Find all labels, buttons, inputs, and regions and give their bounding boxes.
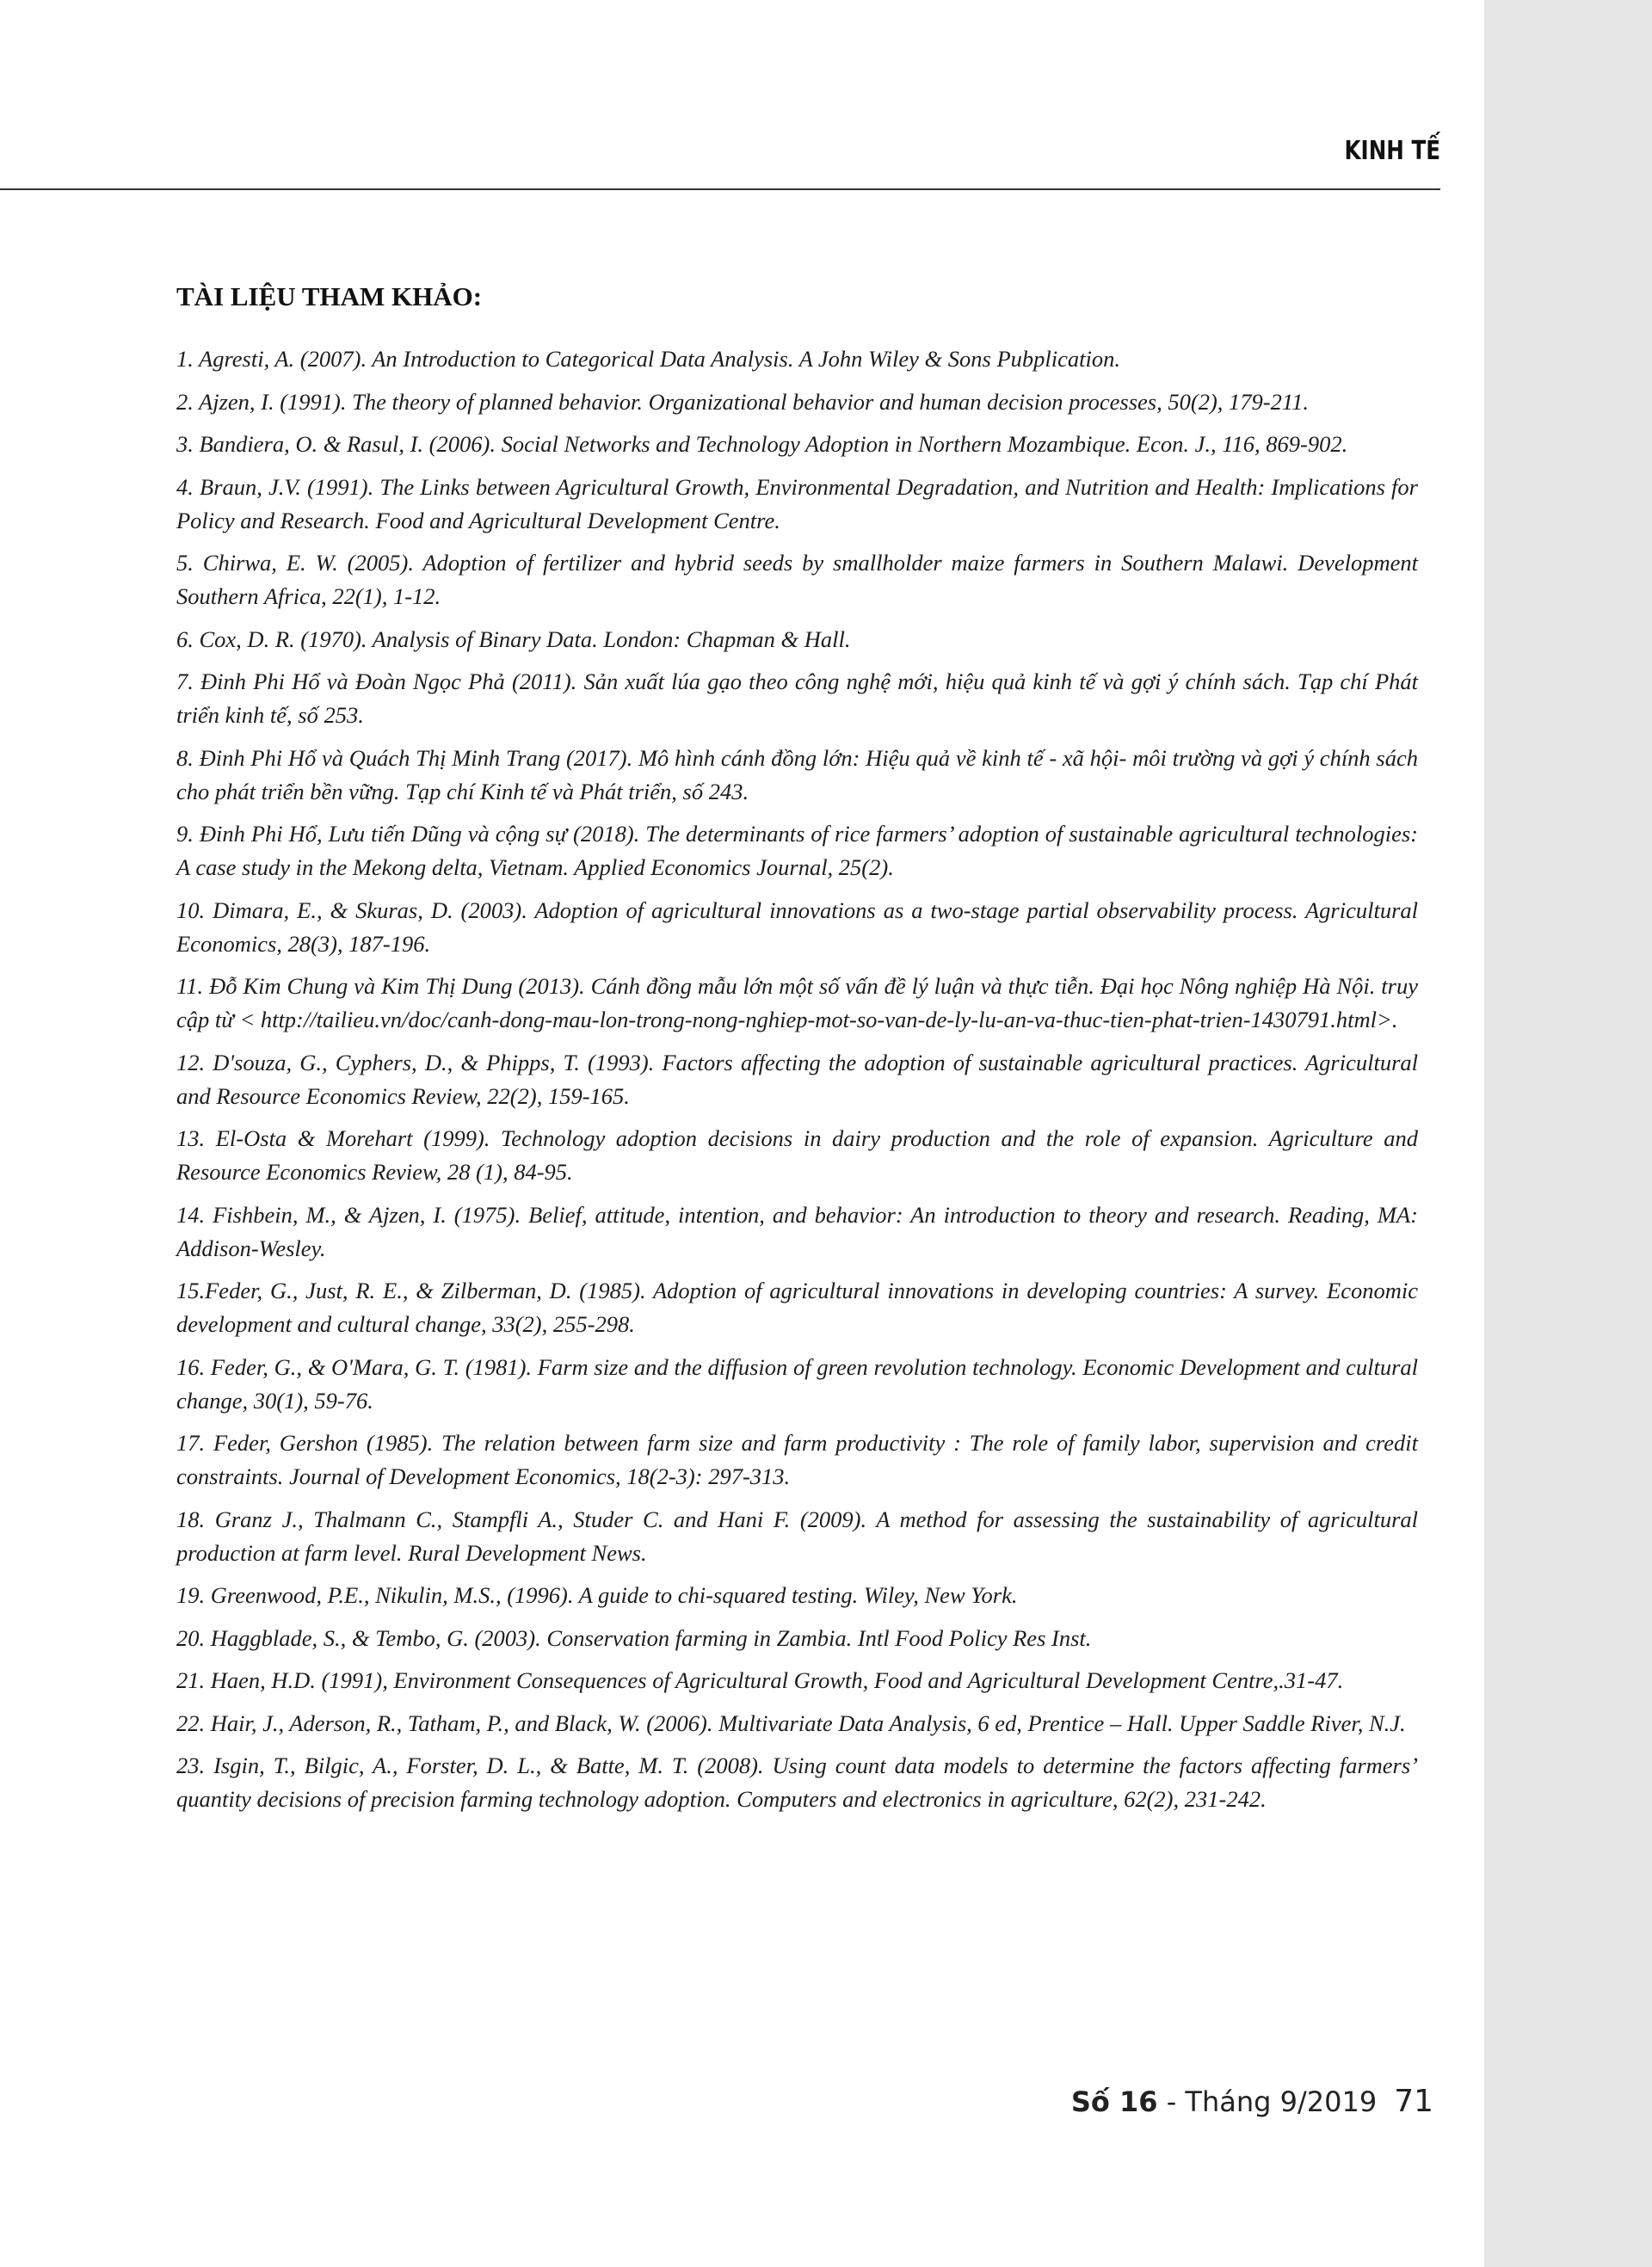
reference-item: 1. Agresti, A. (2007). An Introduction to Categorical Data Analysis. A John Wiley & Sons Pubplication. (176, 346, 1120, 372)
reference-item: 20. Haggblade, S., & Tembo, G. (2003). Conservation farming in Zambia. Intl Food Policy Res Inst. (176, 1624, 1092, 1651)
reference-item: 12. D'souza, G., Cyphers, D., & Phipps, T. (1993). Factors affecting the adoption of sustainable agricultural practices. Agricultural and Resource Economics Review, 22(2), 159-165. (176, 1049, 1418, 1109)
reference-item: 15.Feder, G., Just, R. E., & Zilberman, D. (1985). Adoption of agricultural innovations in developing countries: A survey. Economic development and cultural change, 33(2), 255-298. (176, 1278, 1418, 1337)
reference-item: 21. Haen, H.D. (1991), Environment Consequences of Agricultural Growth, Food and Agricultural Development Centre,.31-47. (176, 1667, 1344, 1693)
issue-date: Tháng 9/2019 (1185, 2085, 1378, 2118)
reference-item: 5. Chirwa, E. W. (2005). Adoption of fertilizer and hybrid seeds by smallholder maize farmers in Southern Malawi. Development Southern Africa, 22(1), 1-12. (176, 550, 1418, 609)
reference-item: 17. Feder, Gershon (1985). The relation between farm size and farm productivity : The role of family labor, supervision and credit constraints. Journal of Development Economics, 18(2-3): 297-313. (176, 1430, 1418, 1489)
reference-item: 22. Hair, J., Aderson, R., Tatham, P., and Black, W. (2006). Multivariate Data Analysis, 6 ed, Prentice – Hall. Upper Saddle River, N.J. (176, 1709, 1406, 1736)
reference-item: 14. Fishbein, M., & Ajzen, I. (1975). Belief, attitude, intention, and behavior: An introduction to theory and research. Reading, MA: Addison-Wesley. (176, 1201, 1418, 1261)
reference-item: 9. Đinh Phi Hổ, Lưu tiến Dũng và cộng sự (2018). The determinants of rice farmers’ adoption of sustainable agricultural technologies: A case study in the Mekong delta, Vietnam. Applied Economics Journal, 25(2). (176, 821, 1418, 880)
issue-number: Số 16 (1070, 2085, 1158, 2118)
page-edge-band (1484, 0, 1652, 2267)
page-footer (1071, 2084, 1433, 2119)
reference-item: 16. Feder, G., & O'Mara, G. T. (1981). Farm size and the diffusion of green revolution technology. Economic Development and cultural change, 30(1), 59-76. (176, 1353, 1418, 1414)
footer-separator: - (1157, 2085, 1186, 2118)
reference-item: 11. Đỗ Kim Chung và Kim Thị Dung (2013). Cánh đồng mẫu lớn một số vấn đề lý luận và thực tiễn. Đại học Nông nghiệp Hà Nội. truy cập từ < http://tailieu.vn/doc/canh-dong-mau-lon-trong-nong-nghiep-mot-so-van-de-ly-lu-an-va-thuc-tien-phat-trien-1430791.html>. (176, 973, 1418, 1032)
reference-item: 7. Đinh Phi Hổ và Đoàn Ngọc Phả (2011). Sản xuất lúa gạo theo công nghệ mới, hiệu quả kinh tế và gợi ý chính sách. Tạp chí Phát triển kinh tế, số 253. (176, 668, 1418, 728)
page-number: 71 (1394, 2084, 1433, 2119)
header-rule (0, 188, 1440, 190)
reference-item: 18. Granz J., Thalmann C., Stampfli A., Studer C. and Hani F. (2009). A method for assessing the sustainability of agricultural production at farm level. Rural Development News. (176, 1506, 1418, 1566)
reference-item: 4. Braun, J.V. (1991). The Links between Agricultural Growth, Environmental Degradation, and Nutrition and Health: Implications for Policy and Research. Food and Agricultural Development Centre. (176, 473, 1418, 533)
reference-item: 19. Greenwood, P.E., Nikulin, M.S., (1996). A guide to chi-squared testing. Wiley, New York. (176, 1582, 1018, 1608)
reference-item: 8. Đinh Phi Hổ và Quách Thị Minh Trang (2017). Mô hình cánh đồng lớn: Hiệu quả về kinh tế - xã hội- môi trường và gợi ý chính sách cho phát triển bền vững. Tạp chí Kinh tế và Phát triển, số 243. (176, 744, 1418, 804)
reference-list (176, 342, 1418, 1826)
reference-item: 6. Cox, D. R. (1970). Analysis of Binary Data. London: Chapman & Hall. (176, 625, 851, 652)
reference-item: 13. El-Osta & Morehart (1999). Technology adoption decisions in dairy production and the role of expansion. Agriculture and Resource Economics Review, 28 (1), 84-95. (176, 1125, 1418, 1185)
reference-item: 10. Dimara, E., & Skuras, D. (2003). Adoption of agricultural innovations as a two-stage partial observability process. Agricultural Economics, 28(3), 187-196. (176, 896, 1418, 957)
reference-item: 23. Isgin, T., Bilgic, A., Forster, D. L., & Batte, M. T. (2008). Using count data models to determine the factors affecting farmers’ quantity decisions of precision farming technology adoption. Computers and electronics in agriculture, 62(2), 231-242. (176, 1753, 1418, 1812)
references-heading: TÀI LIỆU THAM KHẢO: (176, 281, 483, 311)
section-title: KINH TẾ (1344, 136, 1440, 166)
reference-item: 3. Bandiera, O. & Rasul, I. (2006). Social Networks and Technology Adoption in Northern Mozambique. Econ. J., 116, 869-902. (176, 431, 1348, 457)
reference-item: 2. Ajzen, I. (1991). The theory of planned behavior. Organizational behavior and human decision processes, 50(2), 179-211. (176, 388, 1310, 415)
